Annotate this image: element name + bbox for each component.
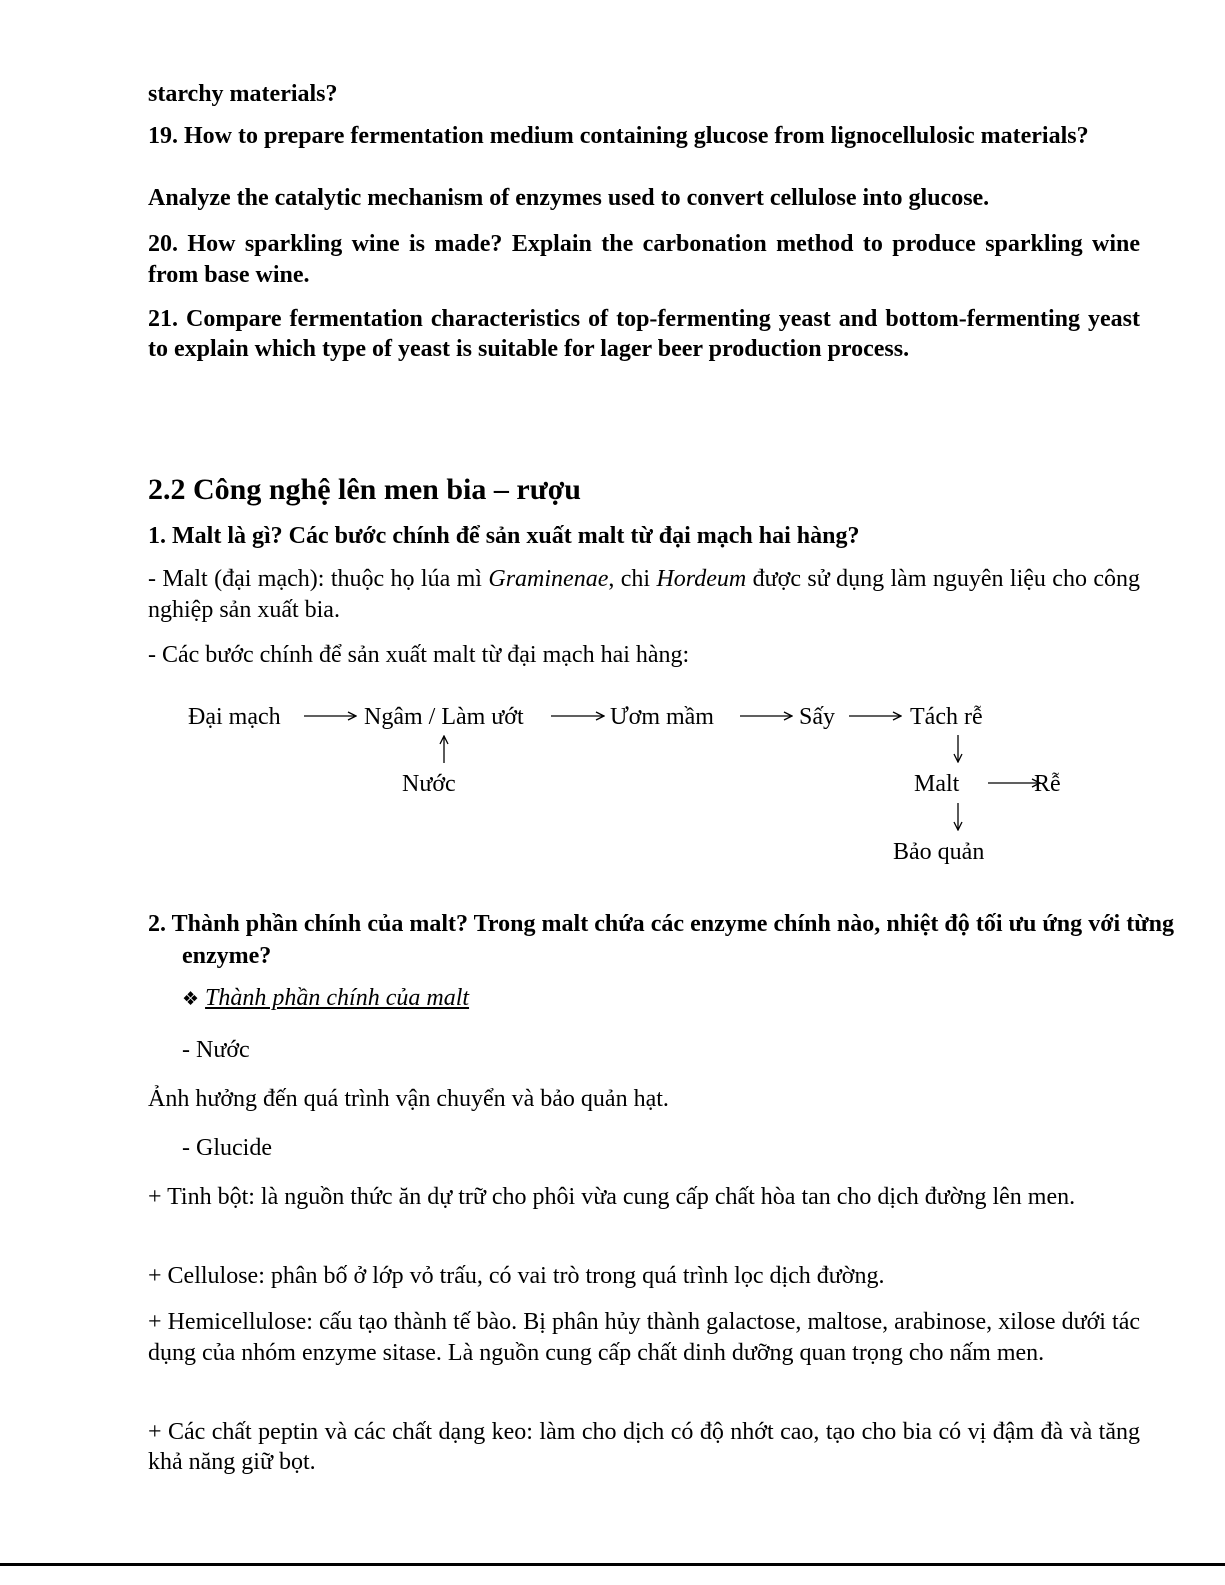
malt-definition (148, 564, 1140, 626)
question-20: 20. How sparkling wine is made? Explain the carbonation method to produce sparkling wine from base wine. (148, 231, 1140, 288)
node-storage: Bảo quản (893, 839, 985, 865)
bullet-symbol: ❖ (182, 988, 200, 1010)
page-bottom-border (0, 1563, 1225, 1566)
bullet-main-components (182, 983, 1132, 1014)
node-deroot: Tách rễ (910, 704, 983, 730)
steps-intro: - Các bước chính để sản xuất malt từ đại mạch hai hàng: (148, 642, 690, 668)
malt-def-genus: Hordeum (656, 566, 747, 592)
question-2-title: 2. Thành phần chính của malt? Trong malt chứa các enzyme chính nào, nhiệt độ tối ưu ứng với từng enzyme? (148, 911, 1174, 969)
question-19-subpart: Analyze the catalytic mechanism of enzymes used to convert cellulose into glucose. (148, 185, 990, 211)
question-19: 19. How to prepare fermentation medium containing glucose from lignocellulosic materials? (148, 123, 1089, 149)
question-1-title: 1. Malt là gì? Các bước chính để sản xuất malt từ đại mạch hai hàng? (148, 523, 860, 549)
malt-def-text-3: được sử dụng làm nguyên liệu cho công nghiệp sản xuất bia. (148, 566, 1140, 623)
node-dry: Sấy (799, 704, 835, 730)
node-malt: Malt (914, 771, 960, 797)
bullet-label: Thành phần chính của malt (205, 985, 470, 1011)
node-germinate: Ươm mầm (610, 704, 714, 730)
water-description: Ảnh hưởng đến quá trình vận chuyển và bảo quản hạt. (148, 1086, 669, 1112)
node-soak: Ngâm / Làm ướt (364, 704, 524, 730)
question-21: 21. Compare fermentation characteristics of top-fermenting yeast and bottom-fermenting yeast to explain which type of yeast is suitable for lager beer production process. (148, 306, 1140, 362)
hemicellulose-text: + Hemicellulose: cấu tạo thành tế bào. Bị phân hủy thành galactose, maltose, arabinose, xilose dưới tác dụng của nhóm enzyme sitase. Là nguồn cung cấp chất dinh dưỡng quan trọng cho nấm men. (148, 1309, 1140, 1366)
malt-def-family: Graminenae (488, 566, 609, 592)
item-water: - Nước (182, 1037, 250, 1063)
item-glucide: - Glucide (182, 1135, 272, 1161)
section-heading: 2.2 Công nghệ lên men bia – rượu (148, 473, 581, 506)
malt-def-text-2: , chi (608, 566, 657, 592)
node-water: Nước (402, 771, 456, 797)
question-18-tail: starchy materials? (148, 81, 338, 107)
starch-text: + Tinh bột: là nguồn thức ăn dự trữ cho phôi vừa cung cấp chất hòa tan cho dịch đường lên men. (148, 1184, 1076, 1210)
node-roots: Rễ (1034, 771, 1061, 797)
malt-def-text-1: - Malt (đại mạch): thuộc họ lúa mì (148, 566, 489, 592)
cellulose-text: + Cellulose: phân bố ở lớp vỏ trấu, có vai trò trong quá trình lọc dịch đường. (148, 1263, 885, 1289)
node-barley: Đại mạch (188, 704, 281, 730)
pectin-text: + Các chất peptin và các chất dạng keo: làm cho dịch có độ nhớt cao, tạo cho bia có vị đậm đà và tăng khả năng giữ bọt. (148, 1419, 1140, 1475)
